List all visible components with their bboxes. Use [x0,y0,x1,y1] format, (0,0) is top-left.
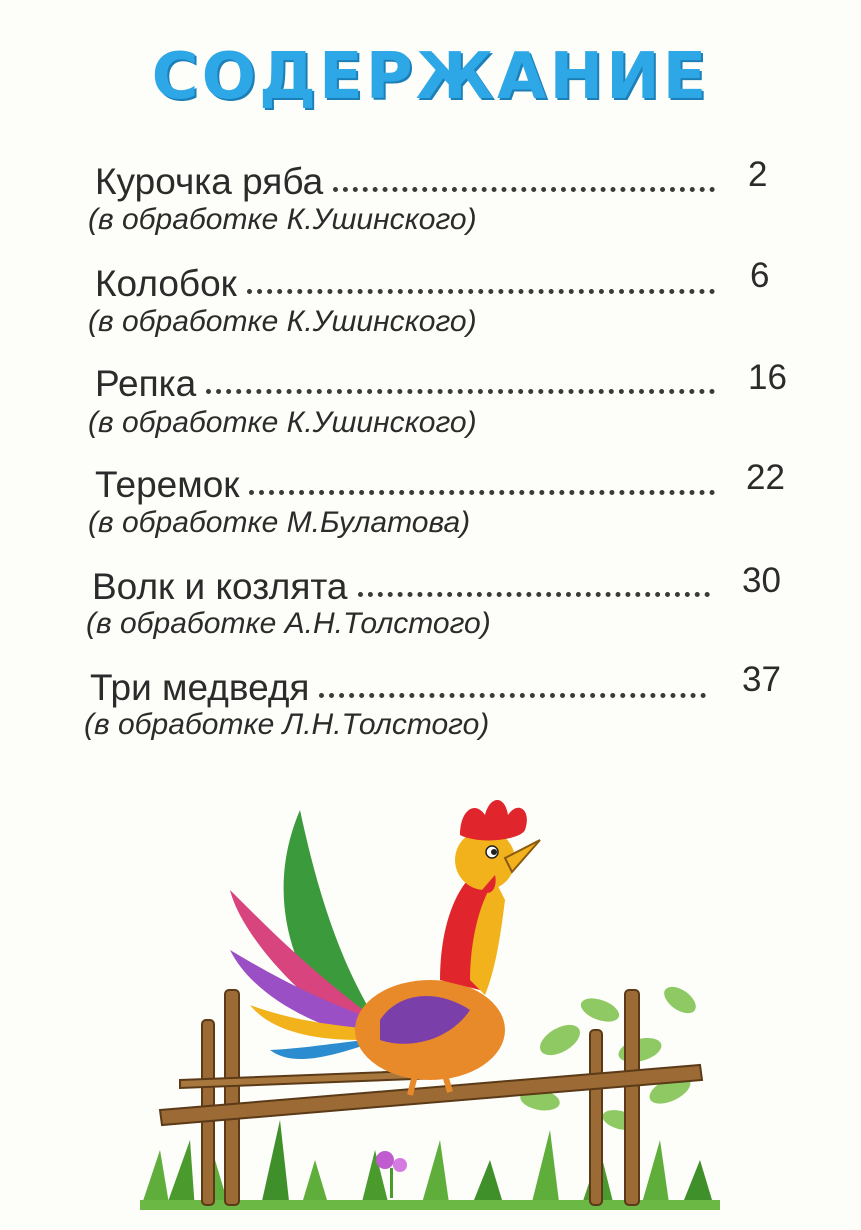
toc-entry-credit: (в обработке К.Ушинского) [88,203,477,236]
leader-dots [319,693,706,698]
leader-dots [333,187,715,192]
page-title: СОДЕРЖАНИЕ [151,40,710,114]
toc-entry-title: Теремок [95,464,240,505]
rooster-body [355,800,540,1080]
toc-entry-tri-medvedya[interactable] [90,656,716,706]
toc-entry-teremok[interactable] [95,453,725,503]
toc-entry-title: Колобок [95,263,237,304]
toc-entry-title: Курочка ряба [95,161,324,202]
toc-entry-credit: (в обработке К.Ушинского) [88,406,477,439]
toc-page-number: 22 [746,458,785,497]
leader-dots [247,289,715,294]
toc-entry-credit: (в обработке А.Н.Толстого) [86,607,491,640]
toc-page-number: 37 [742,660,781,699]
leader-dots [249,490,715,495]
toc-entry-repka[interactable] [95,352,725,402]
toc-entry-kolobok[interactable] [95,252,725,302]
toc-entry-credit: (в обработке М.Булатова) [88,506,471,539]
toc-page-number: 6 [750,256,770,295]
toc-entry-credit: (в обработке Л.Н.Толстого) [84,708,490,741]
toc-page-number: 16 [748,358,787,397]
toc-entry-volk-i-kozlyata[interactable] [92,555,720,605]
toc-entry-title: Репка [95,363,197,404]
leader-dots [206,389,715,394]
toc-entry-credit: (в обработке К.Ушинского) [88,305,477,338]
leader-dots [358,592,711,597]
toc-entry-title: Три медведя [90,667,310,708]
toc-entry-title: Волк и козлята [92,566,348,607]
toc-entry-kurochka-ryaba[interactable] [95,150,725,200]
rooster-illustration [140,780,720,1210]
leaves [519,981,701,1133]
toc-page-number: 30 [742,561,781,600]
toc-page-number: 2 [748,155,768,194]
